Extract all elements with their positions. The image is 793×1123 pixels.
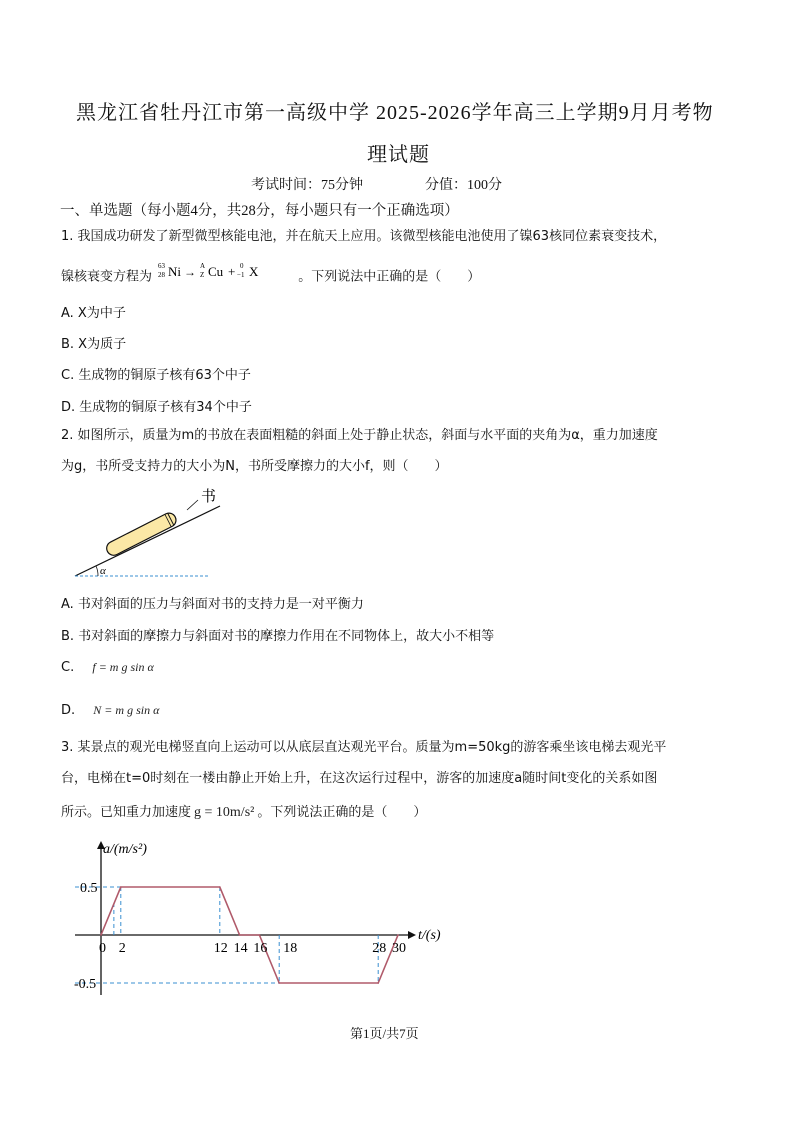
q1-decay-equation — [156, 259, 294, 285]
svg-text:0: 0 — [240, 262, 244, 270]
q2-text: 2. 如图所示，质量为m的书放在表面粗糙的斜面上处于静止状态，斜面与水平面的夹角为α，重力加速度 — [61, 428, 658, 443]
data-point-1 — [120, 886, 122, 888]
q2-incline-figure — [70, 484, 230, 584]
section-heading: 一、单选题（每小题4分，共28分，每小题只有一个正确选项） — [60, 203, 459, 219]
q1-option-a: A. X为中子 — [61, 306, 126, 321]
data-point-6 — [377, 982, 379, 984]
q1-option-d: D. 生成物的铜原子核有34个中子 — [61, 400, 252, 415]
q2-option-d-letter: D. — [61, 703, 76, 718]
y-axis-label: a/(m/s²) — [103, 842, 147, 857]
svg-text:63: 63 — [158, 262, 166, 270]
x-axis-label: t/(s) — [418, 928, 441, 943]
q1-suffix: 。下列说法中正确的是（ ） — [298, 269, 481, 285]
q2-option-a: A. 书对斜面的压力与斜面对书的支持力是一对平衡力 — [61, 597, 364, 612]
acceleration-time-chart — [70, 835, 441, 995]
x-tick-label-18: 18 — [283, 941, 298, 956]
x-tick-label-2: 2 — [118, 941, 126, 956]
q1-text: 1. 我国成功研发了新型微型核能电池，并在航天上应用。该微型核能电池使用了镍63核同位素衰变技术， — [61, 229, 667, 244]
incline-line — [75, 506, 220, 576]
q1-option-b: B. X为质子 — [61, 337, 127, 352]
svg-text:X: X — [249, 264, 259, 279]
q3-text: 3. 某景点的观光电梯竖直向上运动可以从底层直达观光平台。质量为m=50kg的游客乘坐该电梯去观光平 — [61, 740, 667, 755]
svg-text:−1: −1 — [237, 271, 245, 279]
q1-prefix: 镍核衰变方程为 — [61, 269, 153, 285]
q1-text-line2 — [61, 262, 481, 285]
svg-text:Z: Z — [200, 271, 205, 279]
svg-text:A: A — [200, 262, 206, 270]
q2-option-c-letter: C. — [61, 660, 75, 675]
x-tick-label-14: 14 — [233, 941, 248, 956]
q3-line3-suffix: 。下列说法正确的是（ ） — [257, 805, 427, 820]
angle-label: α — [100, 565, 106, 577]
page-title-line2: 理试题 — [367, 144, 430, 166]
exam-time: 考试时间：75分钟 — [251, 178, 363, 193]
exam-score: 分值：100分 — [425, 178, 502, 193]
data-point-4 — [259, 934, 261, 936]
q3-line3-prefix: 所示。已知重力加速度 — [61, 805, 192, 820]
data-point-0 — [100, 934, 102, 936]
svg-text:Ni: Ni — [168, 264, 182, 279]
g-value: g = 10m/s² — [194, 805, 255, 820]
y-tick-label-0.5: 0.5 — [80, 881, 98, 896]
x-tick-label-16: 16 — [253, 941, 268, 956]
q2-option-d-formula: N = m g sin α — [93, 703, 160, 717]
y-tick-label--0.5: -0.5 — [74, 977, 97, 992]
angle-arc — [96, 566, 98, 576]
page-number: 第1页/共7页 — [350, 1026, 419, 1041]
x-tick-label-30: 30 — [392, 941, 406, 956]
q2-option-b: B. 书对斜面的摩擦力与斜面对书的摩擦力作用在不同物体上，故大小不相等 — [61, 629, 495, 644]
svg-text:+: + — [228, 264, 236, 279]
x-tick-label-28: 28 — [372, 941, 387, 956]
exam-info — [251, 174, 502, 194]
x-tick-label-0: 0 — [99, 941, 106, 956]
q2-text-line2: 为g，书所受支持力的大小为N，书所受摩擦力的大小f，则（ ） — [61, 459, 448, 474]
x-tick-label-12: 12 — [213, 941, 228, 956]
q2-option-c-formula: f = m g sin α — [92, 660, 154, 674]
q3-text-line3 — [61, 806, 426, 819]
svg-text:→: → — [184, 265, 197, 279]
data-point-5 — [278, 982, 280, 984]
q2-option-c — [61, 660, 154, 675]
book-shape — [104, 511, 178, 558]
page-title: 黑龙江省牡丹江市第一高级中学 2025-2026学年高三上学期9月月考物 — [76, 102, 714, 124]
book-label: 书 — [201, 489, 217, 505]
x-axis-arrow — [408, 931, 416, 939]
svg-text:Cu: Cu — [208, 264, 224, 279]
data-point-3 — [239, 934, 241, 936]
q1-option-c: C. 生成物的铜原子核有63个中子 — [61, 368, 251, 383]
q3-text-line2: 台，电梯在t=0时刻在一楼由静止开始上升，在这次运行过程中，游客的加速度a随时间t变化的关系如图 — [61, 771, 658, 786]
q2-option-d — [61, 703, 159, 718]
book-label-leader — [187, 500, 198, 510]
data-point-2 — [219, 886, 221, 888]
svg-text:28: 28 — [158, 271, 166, 279]
data-point-7 — [397, 934, 399, 936]
